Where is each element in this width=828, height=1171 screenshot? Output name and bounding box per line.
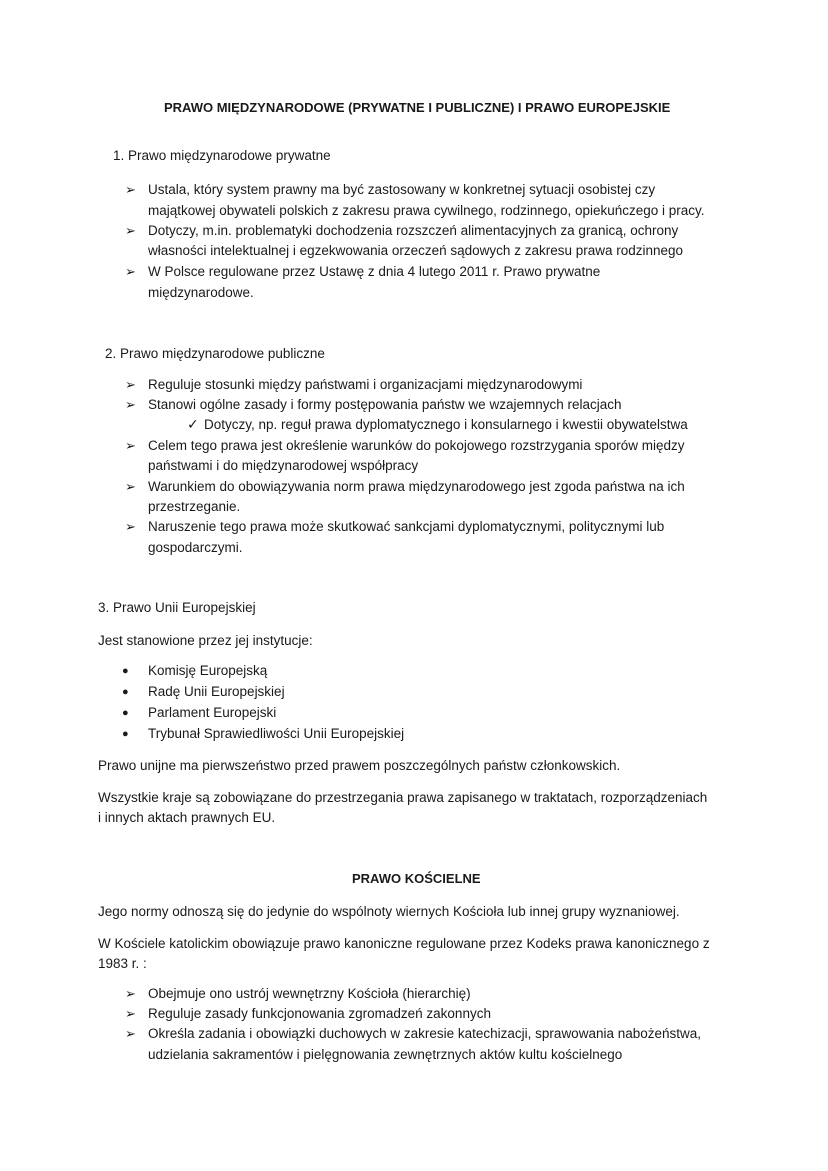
- arrow-bullet-icon: ➢: [125, 986, 136, 1001]
- list-item: Stanowi ogólne zasady i formy postępowania państw we wzajemnych relacjach: [148, 397, 622, 412]
- dot-bullet-icon: ●: [122, 707, 129, 719]
- list-item: Radę Unii Europejskiej: [148, 684, 285, 699]
- document-title: PRAWO MIĘDZYNARODOWE (PRYWATNE I PUBLICZNE) I PRAWO EUROPEJSKIE: [164, 100, 671, 115]
- arrow-bullet-icon: ➢: [125, 377, 136, 392]
- church-paragraph: W Kościele katolickim obowiązuje prawo kanoniczne regulowane przez Kodeks prawa kanonicznego z: [98, 936, 710, 951]
- dot-bullet-icon: ●: [122, 728, 129, 740]
- list-item: przestrzeganie.: [148, 499, 241, 514]
- dot-bullet-icon: ●: [122, 665, 129, 677]
- list-item: Ustala, który system prawny ma być zastosowany w konkretnej sytuacji osobistej czy: [148, 182, 656, 197]
- arrow-bullet-icon: ➢: [125, 397, 136, 412]
- list-item: Celem tego prawa jest określenie warunków do pokojowego rozstrzygania sporów między: [148, 438, 685, 453]
- church-paragraph: 1983 r. :: [98, 956, 147, 971]
- list-item: Trybunał Sprawiedliwości Unii Europejskiej: [148, 726, 405, 741]
- section3-intro: Jest stanowione przez jej instytucje:: [98, 633, 313, 648]
- list-subitem: Dotyczy, np. reguł prawa dyplomatycznego i konsularnego i kwestii obywatelstwa: [204, 417, 688, 432]
- arrow-bullet-icon: ➢: [125, 479, 136, 494]
- section1-heading: 1. Prawo międzynarodowe prywatne: [113, 148, 331, 163]
- list-item: Komisję Europejską: [148, 663, 268, 678]
- list-item: Reguluje zasady funkcjonowania zgromadzeń zakonnych: [148, 1006, 491, 1021]
- list-item: Obejmuje ono ustrój wewnętrzny Kościoła (hierarchię): [148, 986, 471, 1001]
- list-item: gospodarczymi.: [148, 540, 243, 555]
- section3-heading: 3. Prawo Unii Europejskiej: [98, 600, 256, 615]
- arrow-bullet-icon: ➢: [125, 223, 136, 238]
- list-item: Naruszenie tego prawa może skutkować sankcjami dyplomatycznymi, politycznymi lub: [148, 519, 665, 534]
- list-item: międzynarodowe.: [148, 285, 254, 300]
- dot-bullet-icon: ●: [122, 686, 129, 698]
- list-item: udzielania sakramentów i pielęgnowania zewnętrznych aktów kultu kościelnego: [148, 1047, 623, 1062]
- arrow-bullet-icon: ➢: [125, 438, 136, 453]
- list-item: Parlament Europejski: [148, 705, 277, 720]
- list-item: W Polsce regulowane przez Ustawę z dnia 4 lutego 2011 r. Prawo prywatne: [148, 264, 601, 279]
- arrow-bullet-icon: ➢: [125, 182, 136, 197]
- list-item: państwami i do międzynarodowej współpracy: [148, 458, 419, 473]
- section3-paragraph: Prawo unijne ma pierwszeństwo przed prawem poszczególnych państw członkowskich.: [98, 758, 621, 773]
- list-item: Określa zadania i obowiązki duchowych w zakresie katechizacji, sprawowania nabożeństwa,: [148, 1026, 702, 1041]
- section3-paragraph: i innych aktach prawnych EU.: [98, 810, 276, 825]
- list-item: Dotyczy, m.in. problematyki dochodzenia rozszczeń alimentacyjnych za granicą, ochrony: [148, 223, 679, 238]
- list-item: własności intelektualnej i egzekwowania orzeczeń sądowych z zakresu prawa rodzinnego: [148, 243, 684, 258]
- list-item: majątkowej obywateli polskich z zakresu prawa cywilnego, rodzinnego, opiekuńczego i pracy.: [148, 203, 705, 218]
- check-bullet-icon: ✓: [187, 416, 199, 432]
- arrow-bullet-icon: ➢: [125, 264, 136, 279]
- arrow-bullet-icon: ➢: [125, 1026, 136, 1041]
- church-paragraph: Jego normy odnoszą się do jedynie do wspólnoty wiernych Kościoła lub innej grupy wyznaniowej.: [98, 904, 680, 919]
- list-item: Warunkiem do obowiązywania norm prawa międzynarodowego jest zgoda państwa na ich: [148, 479, 685, 494]
- church-heading: PRAWO KOŚCIELNE: [352, 871, 481, 886]
- section3-paragraph: Wszystkie kraje są zobowiązane do przestrzegania prawa zapisanego w traktatach, rozporządzeniach: [98, 790, 708, 805]
- arrow-bullet-icon: ➢: [125, 1006, 136, 1021]
- arrow-bullet-icon: ➢: [125, 519, 136, 534]
- section2-heading: 2. Prawo międzynarodowe publiczne: [105, 346, 325, 361]
- list-item: Reguluje stosunki między państwami i organizacjami międzynarodowymi: [148, 377, 583, 392]
